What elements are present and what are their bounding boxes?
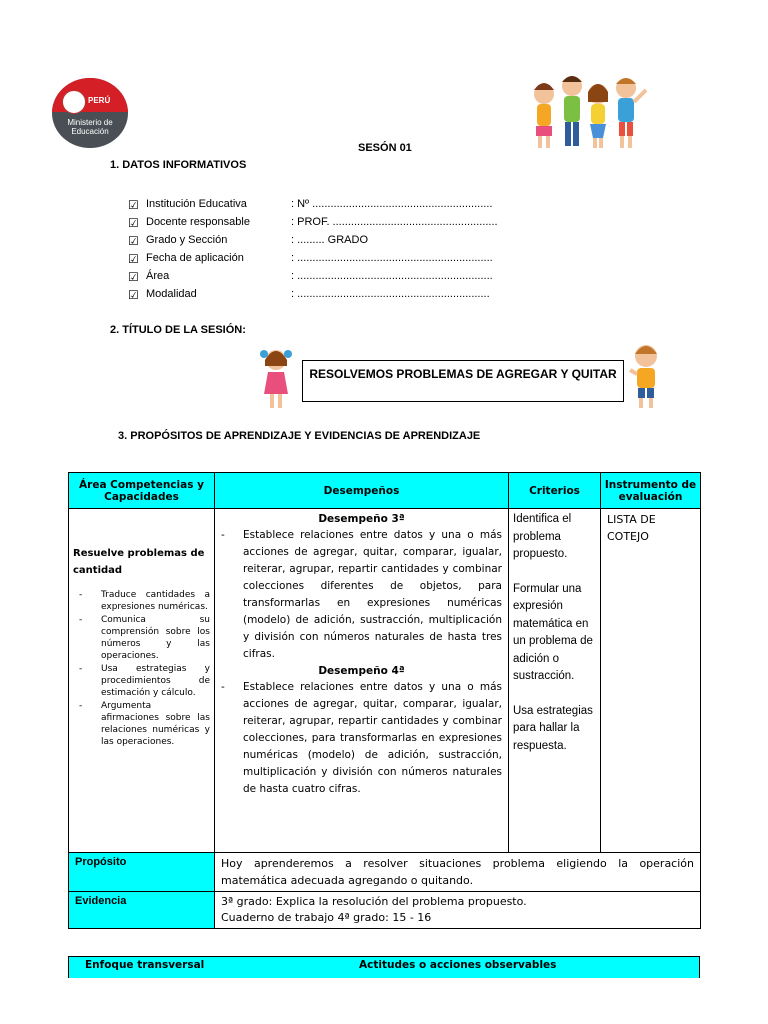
kid-2 (562, 76, 582, 146)
evidencia-label: Evidencia (69, 892, 215, 929)
table-header-row (69, 473, 701, 509)
competencias-cell (69, 509, 215, 853)
list-item: - Establece relaciones entre datos y una o más acciones de agregar, quitar, comparar, igualar, reiterar, agrupar, repartir cantidades y combinar colecciones diferentes de objetos, para transformarlas en expresiones numéricas (modelo) de adición, sustracción, multiplicación y división con números naturales de hasta tres cifras. (215, 527, 508, 663)
desempeno-3-title: Desempeño 3ª (318, 513, 405, 525)
instrumento-cell (601, 509, 701, 853)
desempenos-cell (215, 509, 509, 853)
criterios-cell (509, 509, 601, 853)
info-label: Institución Educativa (146, 198, 247, 210)
session-title-box: RESOLVEMOS PROBLEMAS DE AGREGAR Y QUITAR (302, 360, 624, 402)
checkbox-icon: ☑ (128, 198, 139, 212)
competencia-title: Resuelve problemas de cantidad (73, 548, 205, 576)
section-titulo: 2. TÍTULO DE LA SESIÓN: (110, 324, 246, 336)
enfoque-header (68, 956, 700, 978)
logo-country: PERÚ (88, 96, 111, 105)
checkbox-icon: ☑ (128, 234, 139, 248)
criterio-3: Usa estrategias para hallar la respuesta. (513, 704, 593, 752)
checkbox-icon: ☑ (128, 288, 139, 302)
kid-1 (534, 83, 554, 148)
header-instrumento: Instrumento de evaluación (601, 473, 701, 509)
learning-table (68, 472, 701, 929)
section-propositos: 3. PROPÓSITOS DE APRENDIZAJE Y EVIDENCIAS DE APRENDIZAJE (118, 430, 481, 442)
section-datos-informativos: 1. DATOS INFORMATIVOS (110, 159, 247, 171)
evidencia-cell (215, 892, 701, 929)
kid-3 (588, 84, 608, 148)
header-desempenos: Desempeños (215, 473, 509, 509)
enfoque-label: Enfoque transversal (85, 959, 205, 971)
info-value: : PROF. ...................................................... (291, 216, 498, 228)
info-label: Grado y Sección (146, 234, 228, 246)
boy-illustration (626, 340, 668, 410)
capacidades-list (73, 589, 210, 748)
list-item: - Argumenta afirmaciones sobre las relaciones numéricas y las operaciones. (73, 700, 210, 748)
criterio-2: Formular una expresión matemática en un problema de adición o sustracción. (513, 582, 593, 682)
table-row (69, 853, 701, 892)
evidencia-line-1: 3ª grado: Explica la resolución del problema propuesto. (221, 895, 527, 908)
proposito-label: Propósito (69, 853, 215, 892)
info-value: : ................................................................ (291, 270, 493, 282)
list-item: - Traduce cantidades a expresiones numéricas. (73, 589, 210, 613)
table-row (69, 509, 701, 853)
girl-illustration (256, 346, 296, 412)
header-criterios: Criterios (509, 473, 601, 509)
info-value: : ......... GRADO (291, 234, 369, 246)
coat-of-arms-icon (62, 90, 86, 114)
info-label: Docente responsable (146, 216, 250, 228)
info-label: Área (146, 270, 170, 282)
list-item: - Comunica su comprensión sobre los números y las operaciones. (73, 614, 210, 662)
evidencia-line-2: Cuaderno de trabajo 4ª grado: 15 - 16 (221, 911, 432, 924)
desempeno-3-list (215, 527, 508, 663)
criterio-1: Identifica el problema propuesto. (513, 513, 572, 560)
ministerio-logo (52, 78, 128, 148)
actitudes-label: Actitudes o acciones observables (359, 959, 557, 971)
info-label: Fecha de aplicación (146, 252, 244, 264)
info-value: : ............................................................... (291, 288, 490, 300)
instrumento-value: LISTA DE COTEJO (607, 513, 656, 543)
checkbox-icon: ☑ (128, 252, 139, 266)
kid-4 (616, 78, 646, 148)
info-label: Modalidad (146, 288, 197, 300)
header-area: Área Competencias y Capacidades (69, 473, 215, 509)
info-value: : Nº ........................................................... (291, 198, 493, 210)
desempeno-4-title: Desempeño 4ª (318, 665, 405, 677)
session-number: SESÓN 01 (358, 142, 412, 154)
info-value: : ................................................................ (291, 252, 493, 264)
list-item: - Establece relaciones entre datos y una o más acciones de agregar, quitar, comparar, igualar, reiterar, agrupar, repartir cantidades y combinar colecciones, para transformarlas en expresiones numéricas (modelo) de adición, sustracción, multiplicación y división con números naturales de hasta cuatro cifras. (215, 679, 508, 798)
proposito-text: Hoy aprenderemos a resolver situaciones problema eligiendo la operación matemática adecuada agregando o quitando. (215, 853, 701, 892)
logo-ministry: Ministerio de Educación (67, 118, 113, 136)
table-row (69, 892, 701, 929)
children-illustration (522, 72, 652, 152)
checkbox-icon: ☑ (128, 216, 139, 230)
desempeno-4-list (215, 679, 508, 798)
list-item: - Usa estrategias y procedimientos de estimación y cálculo. (73, 663, 210, 699)
checkbox-icon: ☑ (128, 270, 139, 284)
